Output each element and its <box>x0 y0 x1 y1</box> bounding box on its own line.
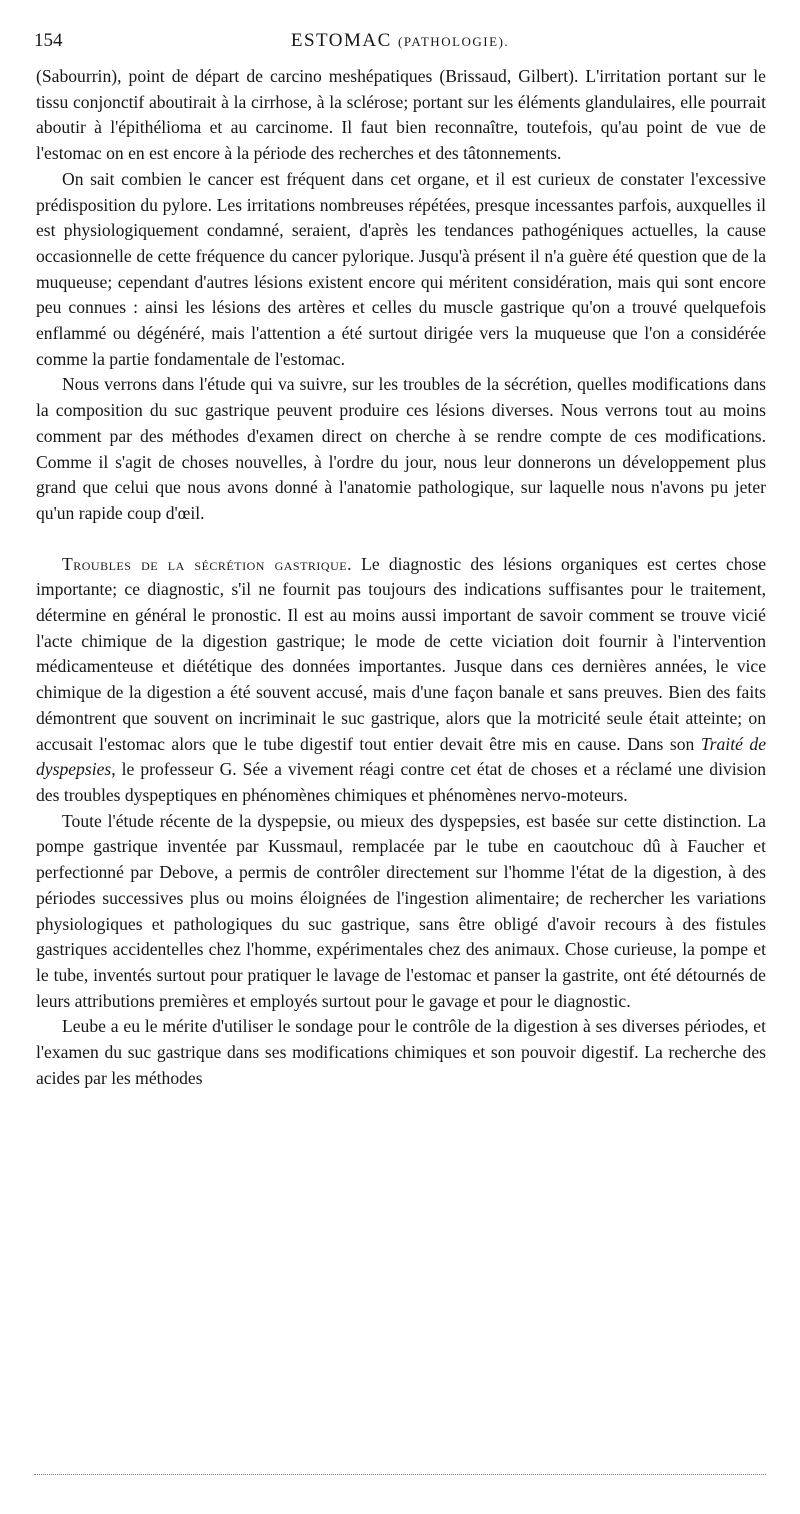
paragraph-cancer-pylore: On sait combien le cancer est fréquent dans cet organe, et il est curieux de constater l'excessive prédisposition du pylore. Les irritations nombreuses répétées, presque incessantes parfois, auxquelles il est physiologiquement condamné, seraient, d'après les tendances pathogéniques actuelles, la cause occasionnelle de cette fréquence du cancer pylorique. Jusqu'à présent il n'a guère été question que de la muqueuse; cependant d'autres lésions existent encore qui méritent considération, mais qui sont encore peu connues : ainsi les lésions des artères et celles du muscle gastrique qu'on a trouvé quelquefois enflammé ou dégénéré, mais l'attention a été surtout dirigée vers la muqueuse que l'on a considérée comme la partie fondamentale de l'estomac. <box>36 168 766 369</box>
page-number: 154 <box>34 30 63 51</box>
paragraph-troubles-secretion <box>36 552 766 809</box>
book-title: Traité de dyspepsies <box>36 733 767 780</box>
running-title-main: ESTOMAC <box>290 30 392 51</box>
paragraph-continuation: (Sabourrin), point de départ de carcino meshépatiques (Brissaud, Gilbert). L'irritation portant sur le tissu conjonctif aboutirait à la cirrhose, à la sclérose; portant sur les éléments glandulaires, elle pourrait aboutir à l'épithélioma et au carcinome. Il faut bien reconnaître, toutefois, qu'au point de vue de l'estomac on en est encore à la période des recherches et des tâtonnements. <box>36 66 766 164</box>
running-title-sub: (PATHOLOGIE). <box>398 34 510 49</box>
body-text <box>36 64 766 1091</box>
section-heading: Troubles de la sécrétion gastrique. <box>62 553 352 574</box>
paragraph-text-part: , le professeur G. Sée a vivement réagi contre cet état de choses et a réclamé une division des troubles dyspeptiques en phénomènes chimiques et phénomènes nervo-moteurs. <box>36 759 766 805</box>
footer-divider <box>34 1474 766 1475</box>
paragraph-etude-secretion: Nous verrons dans l'étude qui va suivre, sur les troubles de la sécrétion, quelles modifications dans la composition du suc gastrique peuvent produire ces lésions diverses. Nous verrons tout au moins comment par des méthodes d'examen direct on cherche à se rendre compte de ces modifications. Comme il s'agit de choses nouvelles, à l'ordre du jour, nous leur donnerons un développement plus grand que celui que nous avons donné à l'anatomie pathologique, sur laquelle nous n'avons pu jeter qu'un rapide coup d'œil. <box>36 374 766 523</box>
running-title <box>34 30 766 52</box>
paragraph-dyspepsie: Toute l'étude récente de la dyspepsie, ou mieux des dyspepsies, est basée sur cette distinction. La pompe gastrique inventée par Kussmaul, remplacée par le tube en caoutchouc dû à Faucher et perfectionné par Debove, a permis de contrôler directement sur l'homme l'état de la digestion, à des périodes successives plus ou moins éloignées de l'ingestion alimentaire; de rechercher les variations physiologiques et pathologiques du suc gastrique, sans être obligé d'avoir recours à des fistules gastriques accidentelles chez l'homme, expérimentales chez des animaux. Chose curieuse, la pompe et le tube, inventés surtout pour pratiquer le lavage de l'estomac et panser la gastrite, ont été détournés de leurs attributions premières et employés surtout pour le gavage et pour le diagnostic. <box>36 810 766 1011</box>
page-header <box>34 30 766 56</box>
paragraph-text-part: Le diagnostic des lésions organiques est certes chose importante; ce diagnostic, s'il ne fournit pas toujours des indications suffisantes pour le traitement, détermine en général le pronostic. Il est au moins aussi important de savoir comment se trouve vicié l'acte chimique de la digestion gastrique; le mode de cette viciation doit fournir à l'intervention médicamenteuse et diététique des données importantes. Jusque dans ces dernières années, le vice chimique de la digestion a été souvent accusé, mais d'une façon banale et sans preuves. Bien des faits démontrent que souvent on incriminait le suc gastrique, alors que la motricité seule était atteinte; on accusait l'estomac alors que le tube digestif tout entier devait être mis en cause. Dans son <box>36 553 767 754</box>
paragraph-leube: Leube a eu le mérite d'utiliser le sondage pour le contrôle de la digestion à ses diverses périodes, et l'examen du suc gastrique dans ses modifications chimiques et son pouvoir digestif. La recherche des acides par les méthodes <box>36 1016 766 1088</box>
